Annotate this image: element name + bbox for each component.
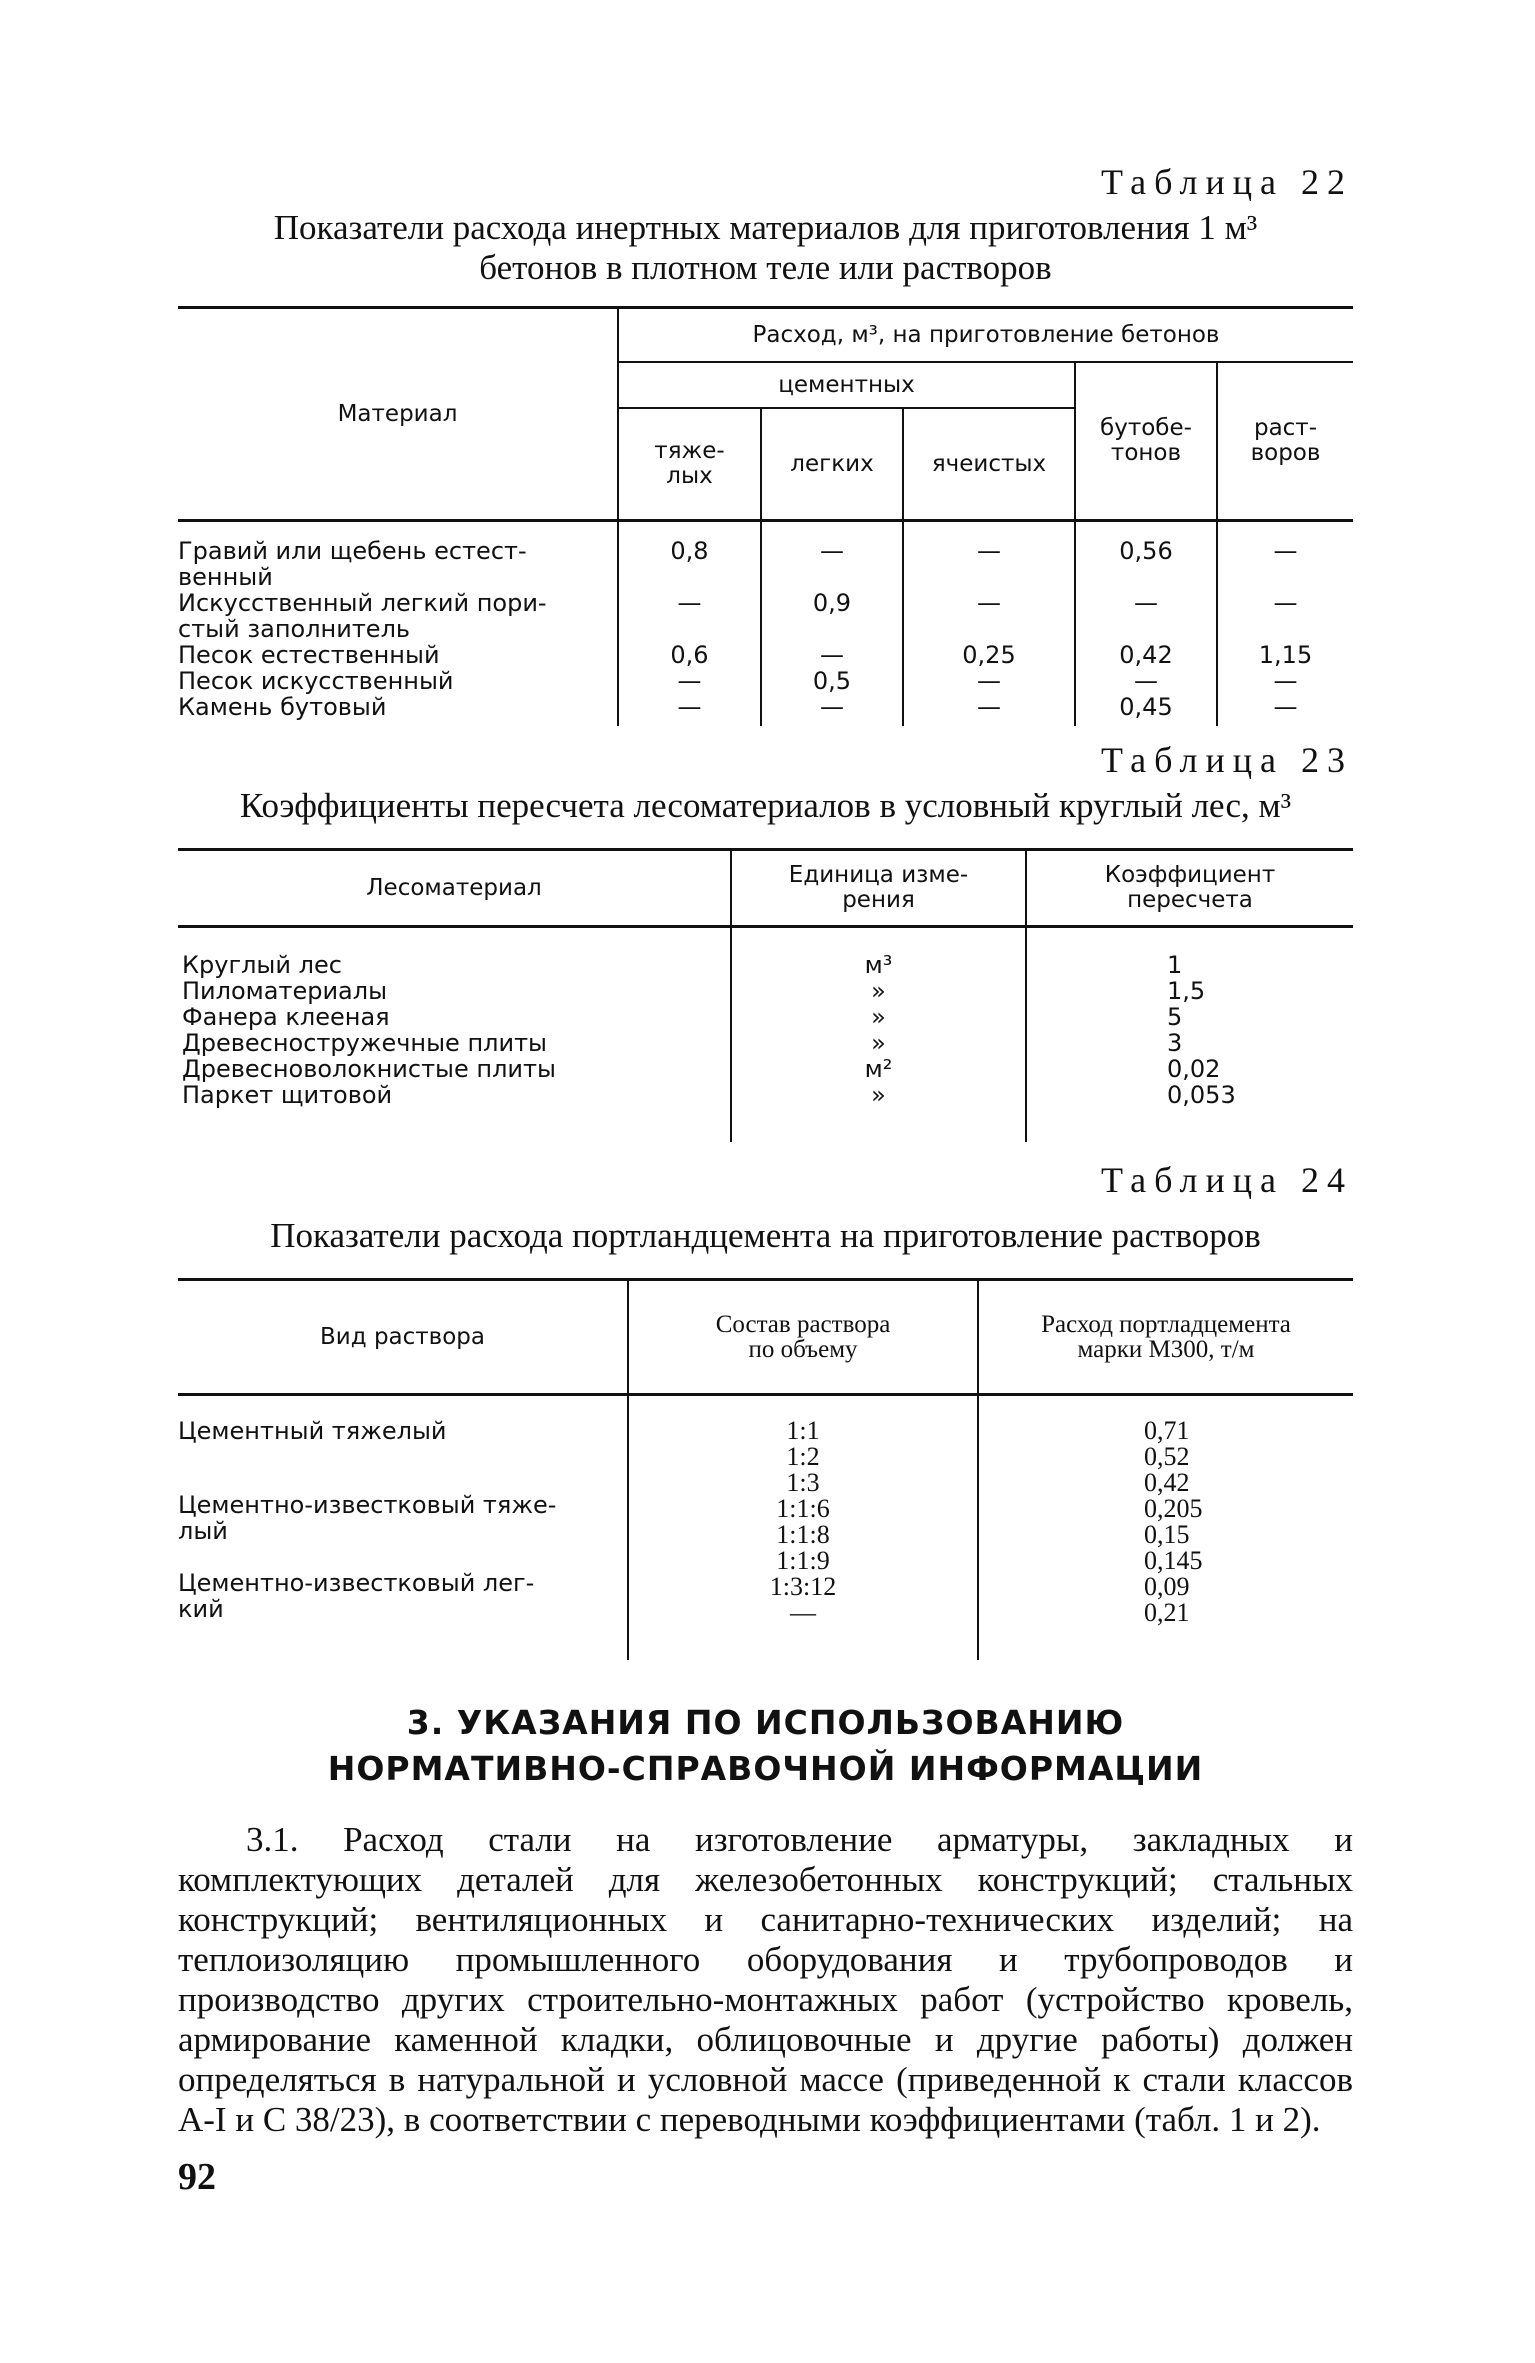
table-22-col-light <box>761 521 903 727</box>
table-cell: — <box>677 667 702 695</box>
col-header-consumption-group: Расход, м³, на приготовление бетонов <box>618 308 1353 363</box>
section-paragraph: 3.1. Расход стали на изготовление арматуры, закладных и комплектующих деталей для железобетонных конструкций; стальных конструкций; вентиляционных и санитарно-технических изделий; на теплоизоляцию промышленного оборудования и трубопроводов и производство других строительно-монтажных работ (устройство кровель, армирование каменной кладки, облицовочные и другие работы) должен определяться в натуральной и условной массе (приведенной к стали классов А-I и С 38/23), в соответствии с переводными коэффициентами (табл. 1 и 2). <box>178 1820 1353 2139</box>
col-header-mortar-type: Вид раствора <box>178 1280 628 1395</box>
table-23-col-coefficient <box>1026 927 1353 1143</box>
table-cell: 0,71 <box>1144 1416 1190 1445</box>
table-cell: 0,56 <box>1119 537 1173 565</box>
table-cell: 1:1:6 <box>776 1494 830 1523</box>
table-22-materials <box>178 521 618 727</box>
table-cell: 1:1:9 <box>776 1546 830 1575</box>
table-cell: 0,21 <box>1144 1598 1190 1627</box>
table-cell: — <box>977 537 1001 565</box>
table-cell: — <box>977 667 1001 695</box>
table-cell: 1:3:12 <box>769 1572 837 1601</box>
table-cell: — <box>1134 667 1158 695</box>
list-item: Фанера клееная <box>182 1003 390 1031</box>
col-header-composition: Состав раствора по объему <box>628 1280 978 1395</box>
table-22-caption <box>178 208 1353 288</box>
table-cell: 1,5 <box>1167 977 1206 1005</box>
table-cell: — <box>977 589 1001 617</box>
table-cell: » <box>871 1029 886 1057</box>
list-item: Пиломатериалы <box>182 977 388 1005</box>
col-header-rubble: бутобе- тонов <box>1075 362 1217 521</box>
table-22-col-heavy <box>618 521 761 727</box>
col-header-material: Материал <box>178 308 618 521</box>
table-22 <box>178 306 1353 726</box>
table-23-caption: Коэффициенты пересчета лесоматериалов в условный круглый лес, м³ <box>239 786 1292 825</box>
table-24-col-composition <box>628 1395 978 1661</box>
col-header-mortar: раст- воров <box>1217 362 1353 521</box>
table-22-caption-line2: бетонов в плотном теле или растворов <box>479 248 1052 287</box>
table-cell: 0,8 <box>670 537 709 565</box>
table-cell: 0,02 <box>1167 1055 1221 1083</box>
section-title-line1: 3. УКАЗАНИЯ ПО ИСПОЛЬЗОВАНИЮ <box>406 1703 1125 1742</box>
table-cell: 0,6 <box>670 641 709 669</box>
table-cell: — <box>677 693 702 721</box>
table-22-number: Таблица 22 <box>1101 162 1353 202</box>
table-cell: 1:3 <box>786 1468 820 1497</box>
table-cell: — <box>677 589 702 617</box>
table-22-caption-line1: Показатели расхода инертных материалов для приготовления 1 м³ <box>273 208 1258 247</box>
table-cell: 0,205 <box>1144 1494 1203 1523</box>
table-cell: 1,15 <box>1258 641 1313 669</box>
table-24-types <box>178 1395 628 1661</box>
list-item: Камень бутовый <box>178 693 387 721</box>
list-item: Древесностружечные плиты <box>182 1029 548 1057</box>
table-cell: 0,145 <box>1144 1546 1203 1575</box>
table-cell: 0,15 <box>1144 1520 1190 1549</box>
table-cell: 5 <box>1167 1003 1183 1031</box>
table-24-number: Таблица 24 <box>1101 1160 1353 1200</box>
col-header-unit: Единица изме- рения <box>731 850 1026 927</box>
table-cell: 3 <box>1167 1029 1183 1057</box>
table-cell: 0,053 <box>1167 1081 1236 1109</box>
col-header-heavy: тяже- лых <box>618 408 761 521</box>
table-23-col-unit <box>731 927 1026 1143</box>
table-cell: » <box>871 1003 886 1031</box>
table-cell: 1:1 <box>786 1416 820 1445</box>
col-header-cement-consumption: Расход портладцемента марки М300, т/м <box>978 1280 1353 1395</box>
table-cell: — <box>1273 693 1298 721</box>
table-cell: 0,42 <box>1119 641 1173 669</box>
list-item: Цементно-известковый лег- кий <box>178 1569 535 1623</box>
table-cell: — <box>1273 589 1298 617</box>
table-cell: — <box>790 1598 816 1627</box>
page-number: 92 <box>178 2156 216 2198</box>
table-cell: — <box>820 693 844 721</box>
col-header-cellular: ячеистых <box>903 408 1075 521</box>
list-item: Древесноволокнистые плиты <box>182 1055 556 1083</box>
table-22-col-mortar <box>1217 521 1353 727</box>
table-22-col-cellular <box>903 521 1075 727</box>
list-item: Песок искусственный <box>178 667 454 695</box>
table-22-col-rubble <box>1075 521 1217 727</box>
table-cell: — <box>820 537 844 565</box>
page-content <box>178 160 1353 2140</box>
list-item: Паркет щитовой <box>182 1081 393 1109</box>
list-item: Цементно-известковый тяже- лый <box>178 1491 557 1545</box>
table-24-caption: Показатели расхода портландцемента на приготовление растворов <box>270 1216 1261 1255</box>
table-cell: 0,09 <box>1144 1572 1190 1601</box>
table-cell: — <box>977 693 1001 721</box>
table-cell: м³ <box>864 951 893 979</box>
section-title <box>178 1700 1353 1792</box>
list-item: Песок естественный <box>178 641 440 669</box>
table-24 <box>178 1278 1353 1660</box>
table-cell: — <box>820 641 844 669</box>
col-header-timber: Лесоматериал <box>178 850 731 927</box>
table-cell: — <box>1273 537 1298 565</box>
col-header-coefficient: Коэффициент пересчета <box>1026 850 1353 927</box>
table-cell: 0,9 <box>812 589 852 617</box>
table-cell: — <box>1134 589 1158 617</box>
col-header-cement: цементных <box>618 362 1075 408</box>
list-item: Гравий или щебень естест- венный <box>178 537 527 591</box>
table-cell: 1:2 <box>786 1442 820 1471</box>
section-title-line2: НОРМАТИВНО-СПРАВОЧНОЙ ИНФОРМАЦИИ <box>327 1749 1204 1788</box>
col-header-light: легких <box>761 408 903 521</box>
table-cell: 1:1:8 <box>776 1520 830 1549</box>
list-item: Круглый лес <box>182 951 342 979</box>
table-cell: 0,42 <box>1144 1468 1190 1497</box>
table-23-number: Таблица 23 <box>1101 740 1353 780</box>
table-23 <box>178 848 1353 1142</box>
table-23-materials <box>178 927 731 1143</box>
table-cell: 1 <box>1167 951 1183 979</box>
table-cell: » <box>871 1081 886 1109</box>
table-cell: 0,45 <box>1119 693 1173 721</box>
table-cell: » <box>871 977 886 1005</box>
table-cell: м² <box>864 1055 893 1083</box>
table-cell: 0,52 <box>1144 1442 1190 1471</box>
list-item: Искусственный легкий пори- стый заполнитель <box>178 589 547 643</box>
table-24-col-consumption <box>978 1395 1353 1661</box>
list-item: Цементный тяжелый <box>178 1417 447 1445</box>
table-cell: — <box>1273 667 1298 695</box>
table-cell: 0,5 <box>812 667 852 695</box>
table-cell: 0,25 <box>962 641 1016 669</box>
